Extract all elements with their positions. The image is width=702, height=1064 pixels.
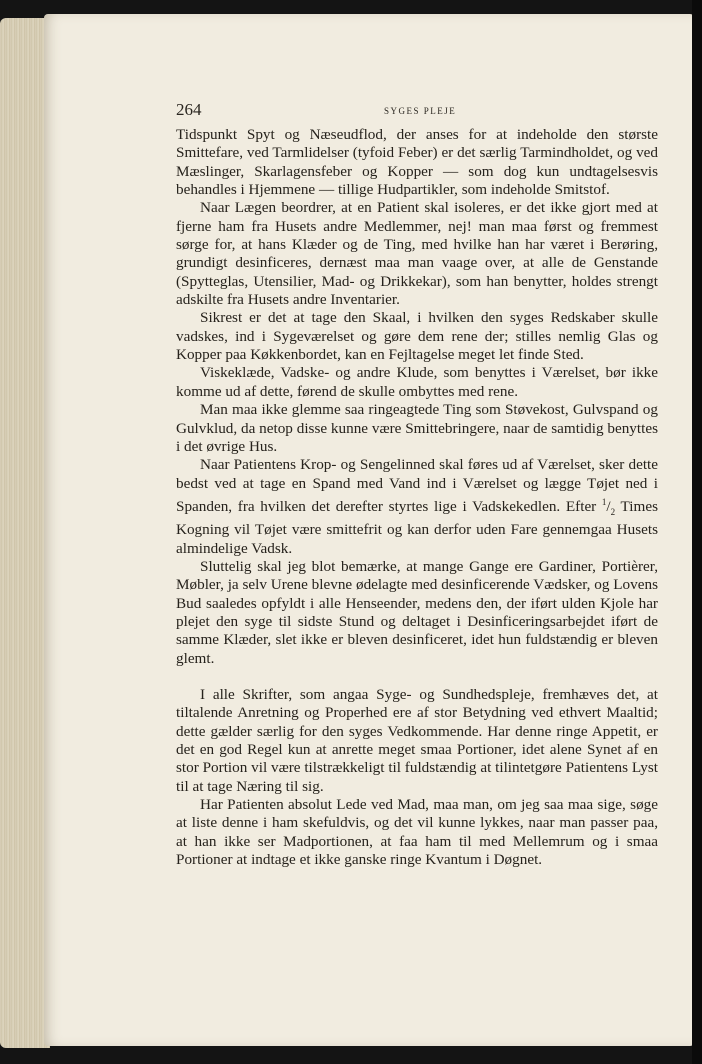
fraction-numerator: 1 <box>601 496 607 507</box>
body-text <box>176 126 658 870</box>
page-number: 264 <box>176 100 202 119</box>
fraction: $^1/_2$ <box>601 496 616 517</box>
paragraph: Sikrest er det at tage den Skaal, i hvilken den syges Redskaber skulle vadskes, ind i Sygeværelset og gøre dem rene der; stilles nemlig Glas og Kopper paa Køkkenbordet, kan en Fejltagelse meget let finde Sted. <box>176 309 658 364</box>
paragraph-text: Times Kogning vil Tøjet være smittefrit og kan derfor uden Fare gennemgaa Husets almindelige Vadsk. <box>176 497 658 557</box>
paragraph: Naar Lægen beordrer, at en Patient skal isoleres, er det ikke gjort med at fjerne ham fra Husets andre Medlemmer, nej! man maa først og fremmest sørge for, at hans Klæder og de Ting, med hvilke han har været i Berøring, grundigt desinficeres, dernæst maa man vaage over, at alle de Genstande (Spytteglas, Utensilier, Mad- og Drikkekar), som han benytter, holdes strengt adskilte fra Husets andre Inventarier. <box>176 199 658 309</box>
paragraph: Har Patienten absolut Lede ved Mad, maa man, om jeg saa maa sige, søge at liste denne i ham skefuldvis, og det vil kunne lykkes, naar man passer paa, at han ikke ser Madportionen, at faa ham til med Mellemrum og i smaa Portioner at indtage et ikke ganske ringe Kvantum i Døgnet. <box>176 796 658 869</box>
paragraph: Man maa ikke glemme saa ringeagtede Ting som Støvekost, Gulvspand og Gulvklud, da netop disse kunne være Smittebringere, naar de samtidig benyttes i det øvrige Hus. <box>176 401 658 455</box>
paragraph: Tidspunkt Spyt og Næseudflod, der anses for at indeholde den største Smittefare, ved Tarmlidelser (tyfoid Feber) er det særlig Tarmindholdet, og ved Mæslinger, Skarlagensfeber og Kopper — som dog kun undtagelsesvis behandles i Hjemmene — tillige Hudpartikler, som indeholde Smitstof. <box>176 126 658 199</box>
paragraph <box>176 456 658 558</box>
book-page-edges <box>0 18 50 1048</box>
running-head: SYGES PLEJE <box>384 106 457 116</box>
paragraph: Sluttelig skal jeg blot bemærke, at mange Gange ere Gardiner, Portièrer, Møbler, ja selv Urene blevne ødelagte med desinficerende Vædsker, og Lovens Bud saaledes opfyldt i alle Henseender, medens den, der iført ulden Kjole har plejet den syge til sidste Stund og deltaget i Desinficeringsarbejdet iført de samme Klæder, slet ikke er bleven desinficeret, idet hun fuldstændig er bleven glemt. <box>176 558 658 667</box>
paragraph-text: Naar Patientens Krop- og Sengelinned skal føres ud af Værelset, sker dette bedst ved at tage en Spand med Vand ind i Værelset og lægge Tøjet ned i Spanden, fra hvilken det derefter styrtes lige i Vadskekedlen. Efter <box>176 456 658 515</box>
book-spine-shadow <box>692 0 702 1064</box>
fraction-denominator: 2 <box>610 506 616 517</box>
paragraph: Viskeklæde, Vadske- og andre Klude, som benyttes i Værelset, bør ikke komme ud af dette, førend de skulle ombyttes med rene. <box>176 364 658 400</box>
page-header <box>176 100 636 124</box>
paragraph: I alle Skrifter, som angaa Syge- og Sundhedspleje, fremhæves det, at tiltalende Anretning og Properhed ere af stor Betydning ved ethvert Maaltid; dette gælder særlig for den syges Vedkommende. Har denne ringe Appetit, er det en god Regel kun at anrette meget smaa Portioner, idet alene Synet af en stor Portion vil være tilstrækkeligt til fuldstændig at tilintetgøre Patientens Lyst til at tage Næring til sig. <box>176 686 658 795</box>
